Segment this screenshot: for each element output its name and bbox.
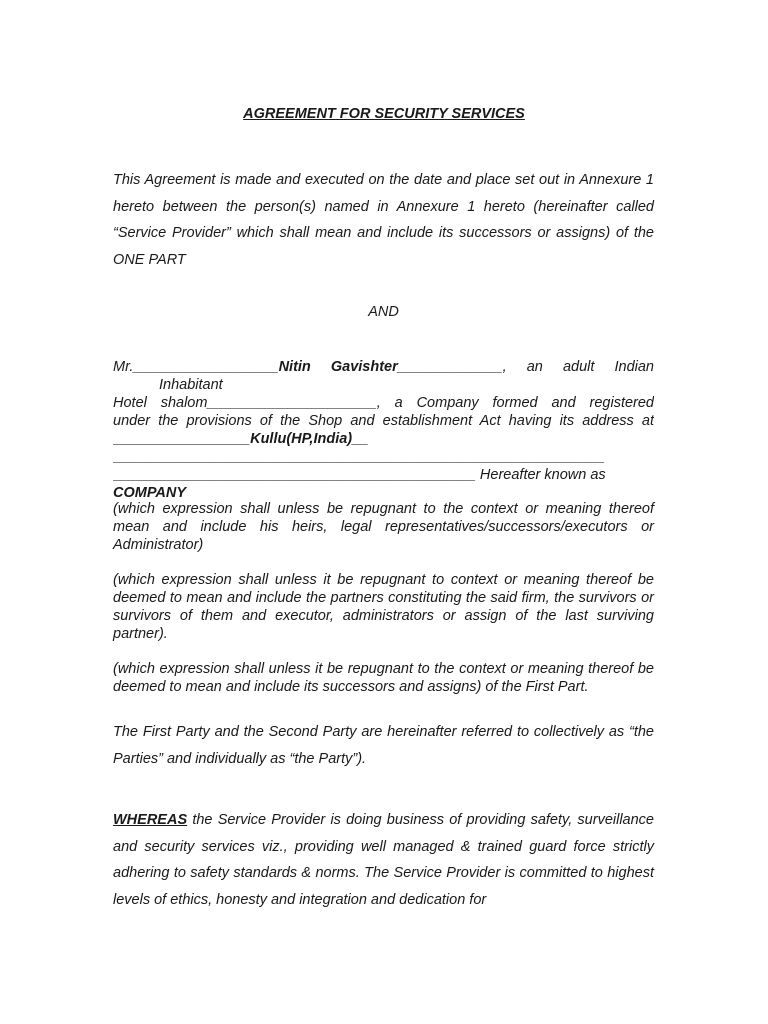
known-as-label: Hereafter known as xyxy=(475,467,606,483)
party-inhabitant-line: Inhabitant xyxy=(159,377,223,393)
clause-successors: (which expression shall unless it be repugnant to the context or meaning thereof be deemed to mean and include its successors and assigns) of the First Part. xyxy=(113,661,654,695)
whereas-text: the Service Provider is doing business of providing safety, surveillance and security services viz., providing well managed & trained guard force strictly adhering to safety standards & norms. The Service Provider is committed to highest levels of ethics, honesty and integration and dedication for xyxy=(113,812,654,908)
party-prefix: Mr.__________________ xyxy=(113,359,279,375)
company-label: COMPANY xyxy=(113,485,187,501)
whereas-keyword: WHEREAS xyxy=(113,812,188,828)
document-title: AGREEMENT FOR SECURITY SERVICES xyxy=(243,106,525,122)
clause-heirs: (which expression shall unless be repugnant to the context or meaning thereof mean and include his heirs, legal representatives/successors/executors or Administrator) xyxy=(113,501,654,553)
whereas-paragraph xyxy=(113,807,654,913)
party-act-line: under the provisions of the Shop and establishment Act having its address at xyxy=(113,413,654,429)
intro-paragraph: This Agreement is made and executed on the date and place set out in Annexure 1 hereto between the person(s) named in Annexure 1 hereto (hereinafter called “Service Provider” which shall mean and include its successors or assigns) of the ONE PART xyxy=(113,172,654,268)
party-blank-line-2: _____________________________________________ xyxy=(113,467,476,483)
party-details xyxy=(113,358,654,502)
party-address: _________________Kullu(HP,India)__ xyxy=(113,431,369,447)
party-company-line: Hotel shalom_____________________, a Company formed and registered xyxy=(113,395,654,411)
party-blank-line: _____________________________________________________________ xyxy=(113,449,605,465)
party-known-as-line xyxy=(113,466,654,484)
clause-partners: (which expression shall unless it be repugnant to context or meaning thereof be deemed to mean and include the partners constituting the said firm, the survivors or survivors of them and executor, administrators or assign of the last surviving partner). xyxy=(113,572,654,642)
party-suffix: _____________, an adult Indian xyxy=(397,359,654,375)
party-name: Nitin Gavishter xyxy=(278,359,398,375)
party-name-line xyxy=(113,358,654,376)
and-separator: AND xyxy=(368,304,399,320)
parties-definition: The First Party and the Second Party are hereinafter referred to collectively as “the Parties” and individually as “the Party”). xyxy=(113,724,654,767)
